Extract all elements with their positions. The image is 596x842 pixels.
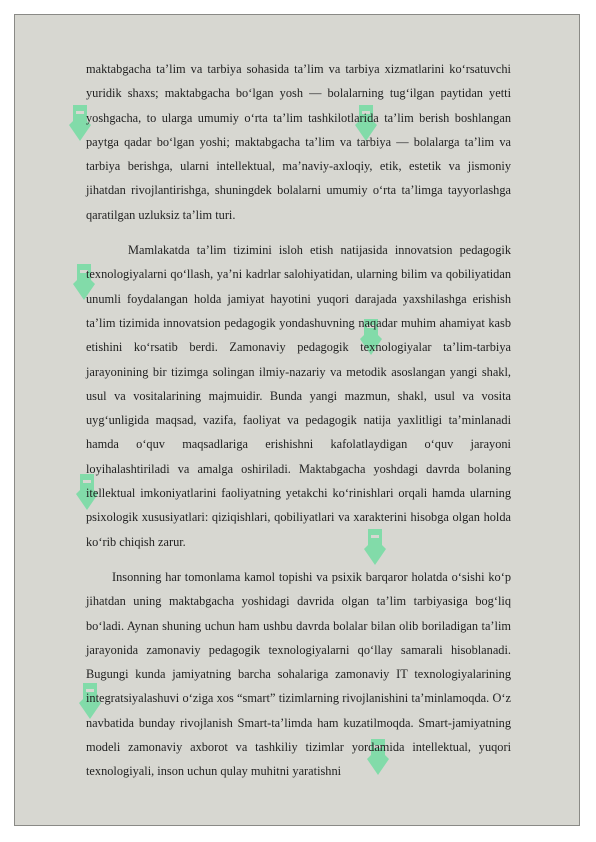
document-page [14, 14, 580, 826]
document-body [86, 57, 511, 784]
paragraph-2: Mamlakatda ta’lim tizimini isloh etish natijasida innovatsion pedagogik texnologiyalarni qo‘llash, ya’ni kadrlar salohiyatidan, ularning bilim va qobiliyatidan unumli foydalangan holda jamiyat hayotini yuqori darajada yaxshilashga erishish ta’lim tizimida innovatsion pedagogik yondashuvning naqadar muhim ahamiyat kasb etishini ko‘rsatib berdi. Zamonaviy pedagogik texnologiyalar ta’lim-tarbiya jarayonining bir tizimga solingan ilmiy-nazariy va metodik asoslangan yangi shakl, usul va vositalarining majmuidir. Bunda yangi mazmun, shakl, usul va vosita uyg‘unligida maqsad, vazifa, faoliyat va pedagogik natija yaxlitligi ta’minlanadi hamda o‘quv maqsadlariga erishishni kafolatlaydigan o‘quv jarayoni loyihalashtiriladi va amalga oshiriladi. Maktabgacha yoshdagi davrda bolaning itellektual imkoniyatlarini faoliyatning yetakchi ko‘rinishlari orqali hamda ularning psixologik xususiyatlari: qiziqishlari, qobiliyatlari va xarakterini hisobga olgan holda ko‘rib chiqish zarur. [86, 243, 511, 549]
paragraph-3: Insonning har tomonlama kamol topishi va psixik barqaror holatda o‘sishi ko‘p jihatdan uning maktabgacha yoshidagi davrida olgan ta’lim tarbiyasiga bog‘liq bo‘ladi. Aynan shuning uchun ham ushbu davrda bolalar bilan olib boriladigan ta’lim jarayonida zamonaviy pedagogik texnologiyalarni qo‘llay samarali hisoblanadi. Bugungi kunda jamiyatning barcha sohalariga zamonaviy IT texnologiyalarining integratsiyalashuvi o‘ziga xos “smart” tizimlarning rivojlanishini ta’minlamoqda. O‘z navbatida bunday rivojlanish Smart-ta’limda ham kuzatilmoqda. Smart-jamiyatning modeli zamonaviy axborot va tashkiliy tizimlar yordamida intellektual, yuqori texnologiyali, inson uchun qulay muhitni yaratishni [86, 569, 511, 779]
paragraph-1: maktabgacha ta’lim va tarbiya sohasida ta’lim va tarbiya xizmatlarini ko‘rsatuvchi yuridik shaxs; maktabgacha bo‘lgan yosh — bolalarning tug‘ilgan paytidan yetti yoshgacha, to ularga umumiy o‘rta ta’lim tashkilotlarida ta’lim berish boshlangan paytga qadar bo‘lgan yoshi; maktabgacha ta’lim va tarbiya — bolalarga ta’lim va tarbiya berishga, ularni intellektual, ma’naviy-axloqiy, etik, estetik va jismoniy jihatdan rivojlantirishga, shuningdek bolalarni umumiy o‘rta ta’limga tayyorlashga qaratilgan uzluksiz ta’lim turi. [86, 62, 511, 222]
